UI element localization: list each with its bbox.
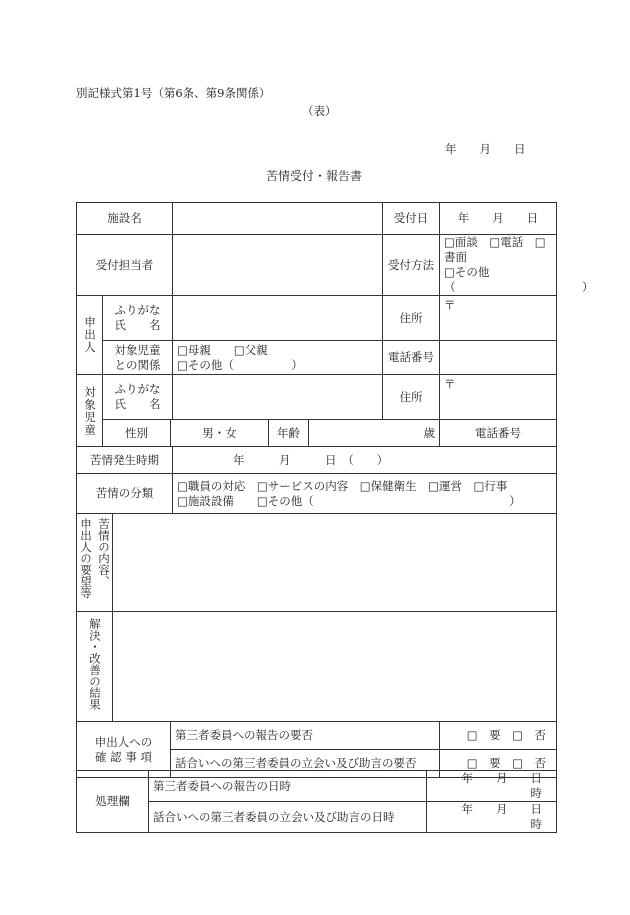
gender-field[interactable]: 男・女 (171, 420, 269, 447)
resolution-field[interactable] (113, 612, 557, 722)
confirm-item-2-yes-no[interactable]: □ 要 □ 否 (440, 750, 557, 778)
method-options[interactable] (440, 235, 594, 296)
content-label: 申出人の要望等 苦情の内容、 (77, 514, 113, 612)
child-group-label: 対象児童 (77, 375, 103, 447)
header-date: 年 月 日 (445, 142, 526, 156)
form-number: 別記様式第1号（第6条、第9条関係） (76, 86, 271, 100)
processing-label: 処理欄 (77, 771, 149, 833)
confirm-item-1-yes-no[interactable]: □ 要 □ 否 (440, 722, 557, 750)
postal-mark: 〒 (444, 377, 456, 391)
child-phone-label: 電話番号 (440, 420, 557, 447)
processing-table (76, 770, 565, 833)
applicant-address-label: 住所 (383, 296, 440, 341)
applicant-phone-field[interactable] (440, 341, 557, 375)
resolution-label: 解決・改善の結果 (77, 612, 113, 722)
age-label: 年齢 (269, 420, 309, 447)
applicant-address-field[interactable] (440, 296, 557, 341)
confirm-item-1: 第三者委員への報告の要否 (171, 722, 440, 750)
processing-item-1: 第三者委員への報告の日時 (149, 771, 427, 802)
gender-label: 性別 (103, 420, 171, 447)
relation-label: 対象児童 との関係 (103, 341, 173, 375)
child-address-field[interactable] (440, 375, 557, 420)
applicant-name-field[interactable] (173, 296, 383, 341)
processing-item-2: 話合いへの第三者委員の立会い及び助言の日時 (149, 802, 427, 833)
staff-field[interactable] (173, 235, 383, 296)
applicant-name-label: ふりがな 氏 名 (103, 296, 173, 341)
child-name-label: ふりがな 氏 名 (103, 375, 173, 420)
complaint-form-table (76, 202, 594, 778)
confirm-label: 申出人への 確 認 事 項 (77, 722, 171, 778)
content-field[interactable] (113, 514, 557, 612)
form-title: 苦情受付・報告書 (266, 169, 363, 183)
occurrence-field[interactable]: 年 月 日 （ ） (173, 447, 557, 474)
form-side: （表） (302, 104, 337, 118)
received-date-field[interactable]: 年 月 日 (440, 203, 557, 235)
child-name-field[interactable] (173, 375, 383, 420)
processing-item-1-datetime[interactable]: 年 月 日 時 (427, 771, 557, 802)
category-label: 苦情の分類 (77, 474, 173, 514)
age-field[interactable]: 歳 (309, 420, 440, 447)
relation-options[interactable]: □母親 □父親 □その他（ ） (173, 341, 383, 375)
received-date-label: 受付日 (383, 203, 440, 235)
postal-mark: 〒 (444, 298, 456, 312)
processing-item-2-datetime[interactable]: 年 月 日 時 (427, 802, 557, 833)
applicant-group-label: 申出人 (77, 296, 103, 375)
facility-label: 施設名 (77, 203, 173, 235)
facility-field[interactable] (173, 203, 383, 235)
child-address-label: 住所 (383, 375, 440, 420)
confirm-item-2: 話合いへの第三者委員の立会い及び助言の要否 (171, 750, 440, 778)
occurrence-label: 苦情発生時期 (77, 447, 173, 474)
method-label: 受付方法 (383, 235, 440, 296)
staff-label: 受付担当者 (77, 235, 173, 296)
method-line1: □面談 □電話 □書面 (444, 235, 546, 264)
applicant-phone-label: 電話番号 (383, 341, 440, 375)
category-options[interactable]: □職員の対応 □サービスの内容 □保健衛生 □運営 □行事 □施設設備 □その他（ ） (173, 474, 557, 514)
method-line2: □その他（ ） (444, 265, 594, 294)
